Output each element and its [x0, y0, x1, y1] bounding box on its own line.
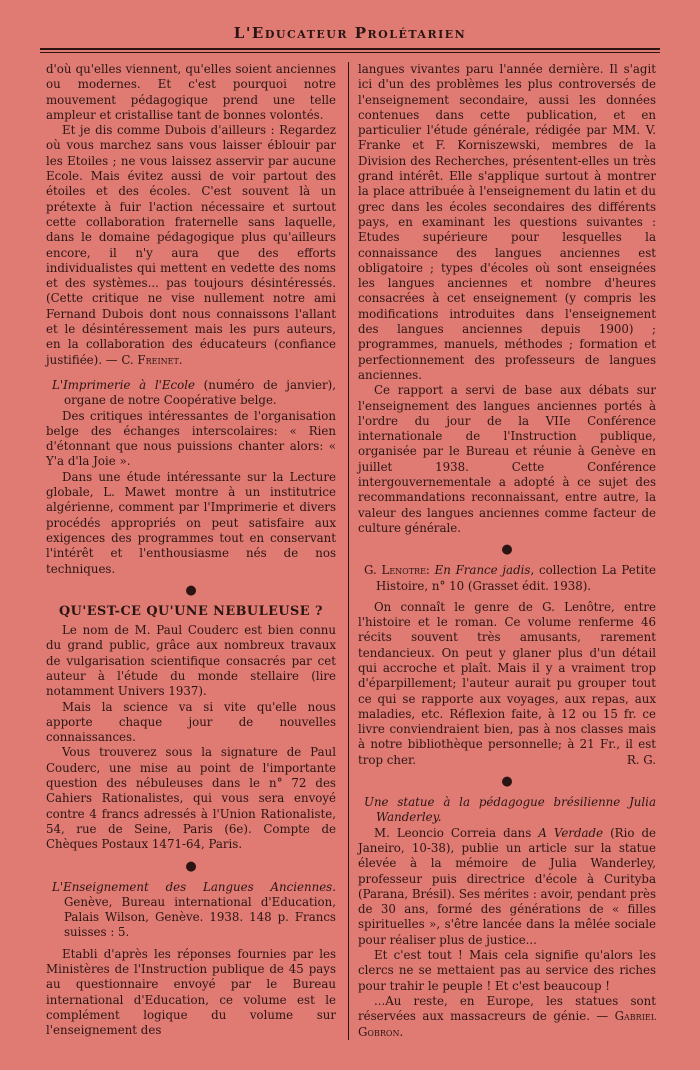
publication-title: A Verdade: [538, 825, 604, 840]
review-title: En France jadis: [434, 563, 531, 578]
paragraph: Le nom de M. Paul Couderc est bien connu du grand public, grâce aux nombreux travaux de vulgarisation scientifique consacrés par cet auteur à l'étude du monde stellaire (lire notamment Univers 1937).: [46, 623, 336, 699]
paragraph: Dans une étude intéressante sur la Lecture globale, L. Mawet montre à un institutrice algérienne, comment par l'Imprimerie et divers procédés appropriés on peut satisfaire aux exigences des programmes tout en conservant l'intérêt et l'enthousiasme nés de nos techniques.: [46, 469, 336, 576]
review-title: L'Imprimerie à l'Ecole: [52, 377, 195, 392]
signature: C. Freinet.: [121, 352, 183, 367]
review-author: G. Lenotre:: [364, 563, 430, 578]
paragraph-text: ...Au reste, en Europe, les statues sont réservées aux massacreurs de génie. —: [358, 993, 656, 1024]
paragraph-text: On connaît le genre de G. Lenôtre, entre l'histoire et le roman. Ce volume renferme 46 récits souvent très amusants, rarement tendancieux. On peut y glaner plus d'un détail qui accroche et plaît. Mais il y a vraiment trop d'éparpillement; l'auteur aurait pu grouper tout ce qui se rapporte aux voyages, aux repas, aux maladies, etc. Réflexion faite, à 12 ou 15 fr. ce livre conviendraient bien, pas à nos classes mais à notre bibliothèque personnelle; à 21 Fr., il est trop cher.: [358, 599, 656, 767]
review-meta: , collection La Petite Histoire, n° 10 (Grasset édit. 1938).: [376, 563, 656, 593]
right-column: [358, 62, 656, 1040]
paragraph: Des critiques intéressantes de l'organisation belge des échanges interscolaires: « Rien d'étonnant que nous puissions chanter alors: « Y'a d'la Joie ».: [46, 408, 336, 469]
paragraph: Vous trouverez sous la signature de Paul Couderc, une mise au point de l'importante question des nébuleuses dans le n° 72 des Cahiers Rationalistes, qui vous sera envoyé contre 4 francs adressés à l'Union Rationaliste, 54, rue de Seine, Paris (6e). Compte de Chèques Postaux 1471-64, Paris.: [46, 745, 336, 852]
section-title: QU'EST-CE QU'UNE NEBULEUSE ?: [59, 603, 323, 619]
review-heading: [46, 378, 336, 409]
header-rule-thin: [40, 52, 660, 53]
paragraph: langues vivantes paru l'année dernière. Il s'agit ici d'un des problèmes les plus controversés de l'enseignement secondaire, aussi les données contenues dans cette publication, et en particulier l'étude générale, rédigée par MM. V. Franke et F. Korniszewski, membres de la Division des Recherches, présentent-elles un très grand intérêt. Elle s'applique surtout à montrer la place attribuée à l'enseignement du latin et du grec dans les écoles secondaires des différents pays, en examinant les questions suivantes : Etudes supérieure pour lesquelles la connaissance des langues anciennes est obligatoire ; types d'écoles où sont enseignées les langues anciennes et nombre d'heures consacrées à cet enseignement (y compris les modifications introduites dans l'enseignement des langues anciennes depuis 1900) ; programmes, manuels, méthodes ; formation et perfectionnement des professeurs de langues anciennes.: [358, 62, 656, 382]
paragraph-text: M. Leoncio Correia dans: [374, 825, 539, 840]
paragraph: [358, 994, 656, 1040]
review-heading: [358, 563, 656, 594]
paragraph: [46, 123, 336, 368]
separator-dot: ●: [185, 582, 197, 598]
paragraph: Mais la science va si vite qu'elle nous apporte chaque jour de nouvelles connaissances.: [46, 699, 336, 745]
paragraph-text: (Rio de Janeiro, 10-38), publie un article sur la statue élevée à la mémoire de Julia Wanderley, professeur puis directrice d'école à Curityba (Parana, Brésil). Ses mérites : avoir, pendant près de 30 ans, formé des générations de « filles spirituelles », s'être lancée dans la mêlée sociale pour réaliser plus de justice...: [358, 825, 656, 947]
left-column: [46, 62, 336, 1039]
header-rule: [40, 48, 660, 50]
review-meta: (numéro de janvier), organe de notre Coopérative belge.: [64, 377, 336, 408]
review-heading: [46, 880, 336, 941]
paragraph: d'où qu'elles viennent, qu'elles soient anciennes ou modernes. Et c'est pourquoi notre mouvement pédagogique prend une telle ampleur et cristallise tant de bonnes volontés.: [46, 62, 336, 122]
paragraph: [358, 600, 656, 768]
paragraph: Ce rapport a servi de base aux débats sur l'enseignement des langues anciennes portés à l'ordre du jour de la VIIe Conférence internationale de l'Instruction publique, organisée par le Bureau et réunie à Genève en juillet 1938. Cette Conférence intergouvernementale a adopté à ce sujet des recommandations reconnaissant, entre autre, la valeur des langues anciennes comme facteur de culture générale.: [358, 383, 656, 535]
review-meta: Genève, Bureau international d'Education, Palais Wilson, Genève. 1938. 148 p. Francs suisses : 5.: [64, 894, 336, 940]
page-header-title: L'Educateur Prolétarien: [233, 24, 467, 42]
separator-dot: ●: [185, 858, 197, 874]
review-title: L'Enseignement des Langues Anciennes.: [52, 879, 336, 894]
paragraph: [358, 826, 656, 948]
separator-dot: ●: [501, 542, 513, 558]
paragraph: Et c'est tout ! Mais cela signifie qu'alors les clercs ne se mettaient pas au service des riches pour trahir le peuple ! Et c'est beaucoup !: [358, 948, 656, 993]
paragraph-text: Et je dis comme Dubois d'ailleurs : Regardez où vous marchez sans vous laisser éblouir par les Etoiles ; ne vous laissez asservir par aucune Ecole. Mais évitez aussi de voir partout des étoiles et des écoles. C'est souvent là un prétexte à fuir l'action nécessaire et surtout cette collaboration fraternelle sans laquelle, dans le domaine pédagogique plus qu'ailleurs encore, il n'y aura que des efforts individualistes qui mettent en vedette des noms et des systèmes... pas toujours désintéressés. (Cette critique ne vise nullement notre ami Fernand Dubois dont nous connaissons l'allant et le désintéressement mais les purs auteurs, en la collaboration des éducateurs (confiance justifiée). —: [46, 123, 336, 367]
separator-dot: ●: [501, 774, 513, 790]
review-heading: [358, 795, 656, 826]
signature: R. G.: [626, 752, 656, 767]
signature: Gabriel Gobron.: [358, 1009, 657, 1039]
spacer: [46, 368, 336, 378]
review-title: Une statue à la pédagogue brésilienne Julia Wanderley.: [364, 795, 656, 825]
paragraph: Etabli d'après les réponses fournies par les Ministères de l'Instruction publique de 45 pays au questionnaire envoyé par le Bureau international d'Education, ce volume est le complément logique du volume sur l'enseignement des: [46, 946, 336, 1038]
column-divider: [348, 62, 349, 1040]
